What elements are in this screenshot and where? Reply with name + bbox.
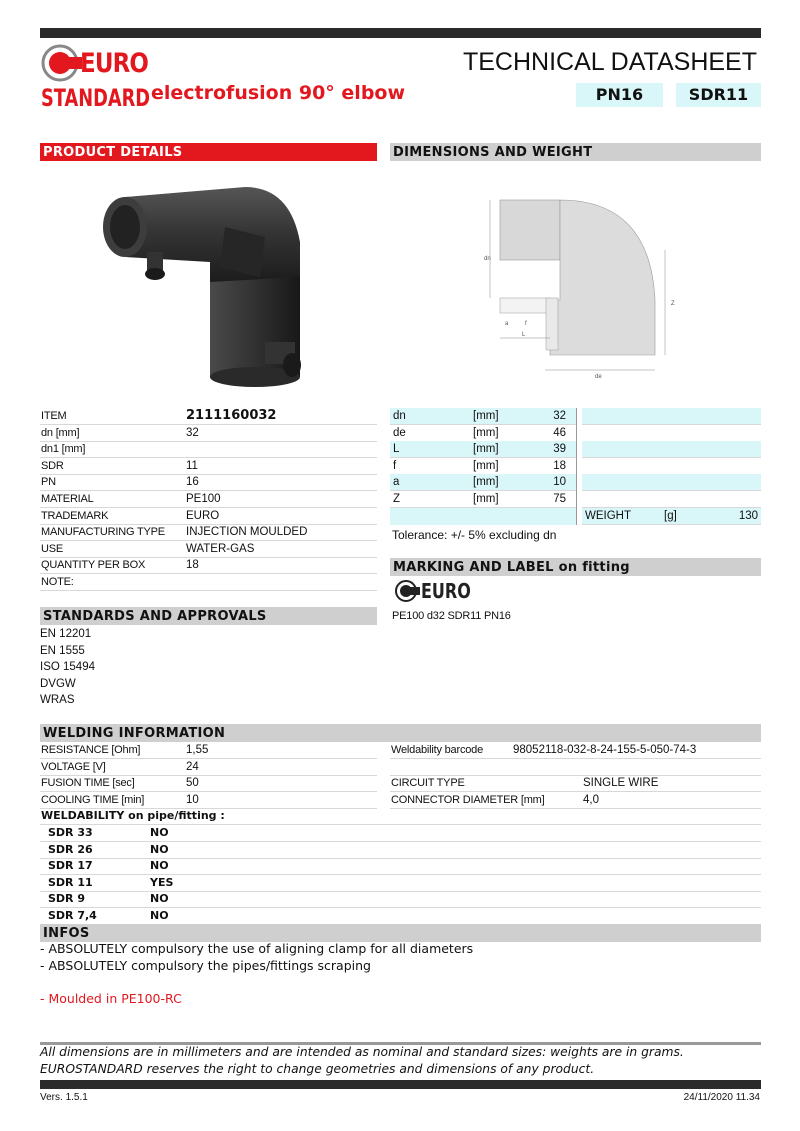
weight-row-cell bbox=[582, 508, 761, 525]
marking-logo bbox=[394, 578, 471, 604]
weight-value: 130 bbox=[738, 510, 758, 522]
product-row bbox=[40, 474, 377, 491]
standard-item: EN 1555 bbox=[40, 644, 85, 657]
weldability-sdr: SDR 26 bbox=[48, 842, 93, 856]
welding-label: VOLTAGE [V] bbox=[41, 760, 106, 773]
dimension-row bbox=[390, 474, 576, 491]
product-row bbox=[40, 541, 377, 558]
dimension-unit: [mm] bbox=[473, 410, 499, 422]
weldability-sdr: SDR 7,4 bbox=[48, 909, 97, 922]
dimension-name: Z bbox=[393, 493, 401, 505]
welding-value: 1,55 bbox=[186, 744, 209, 756]
dimension-name: L bbox=[393, 443, 400, 456]
infos-line-2: - ABSOLUTELY compulsory the pipes/fittings scraping bbox=[40, 958, 371, 973]
doc-title: TECHNICAL DATASHEET bbox=[462, 48, 757, 76]
dimension-row bbox=[390, 491, 576, 508]
weldability-value: NO bbox=[150, 842, 169, 856]
eurostandard-logo bbox=[40, 44, 151, 114]
svg-text:Z: Z bbox=[671, 301, 675, 307]
section-welding: WELDING INFORMATION bbox=[40, 724, 761, 742]
date-text: 24/11/2020 11.34 bbox=[683, 1092, 760, 1103]
infos-red-line: - Moulded in PE100-RC bbox=[40, 991, 182, 1006]
product-row bbox=[40, 425, 377, 442]
section-marking: MARKING AND LABEL on fitting bbox=[390, 558, 761, 576]
dimension-blank-cell bbox=[582, 491, 761, 508]
dimension-blank-cell bbox=[582, 425, 761, 442]
welding-right-value: 4,0 bbox=[583, 793, 599, 806]
weldability-sdr: SDR 9 bbox=[48, 892, 86, 906]
product-label: QUANTITY PER BOX bbox=[41, 559, 146, 572]
dimension-value: 10 bbox=[553, 476, 566, 489]
standard-item: WRAS bbox=[40, 694, 75, 707]
product-value: PE100 bbox=[186, 493, 221, 505]
section-infos: INFOS bbox=[40, 924, 761, 942]
dimension-row bbox=[390, 408, 576, 425]
svg-text:f: f bbox=[525, 321, 527, 327]
product-label: ITEM bbox=[41, 410, 67, 422]
product-label: SDR bbox=[41, 459, 64, 472]
version-text: Vers. 1.5.1 bbox=[40, 1092, 88, 1103]
dimension-value: 32 bbox=[553, 410, 566, 422]
product-label: TRADEMARK bbox=[41, 509, 109, 522]
weldability-value: NO bbox=[150, 909, 169, 922]
dimension-unit: [mm] bbox=[473, 443, 499, 456]
product-label: MANUFACTURING TYPE bbox=[41, 526, 165, 539]
welding-value: 24 bbox=[186, 760, 199, 773]
product-value: 2111160032 bbox=[186, 408, 277, 423]
standard-item: ISO 15494 bbox=[40, 661, 95, 674]
marking-text: PE100 d32 SDR11 PN16 bbox=[392, 610, 511, 622]
dimension-value: 18 bbox=[553, 459, 566, 472]
standard-item: EN 12201 bbox=[40, 628, 92, 640]
svg-text:L: L bbox=[522, 332, 526, 338]
product-row bbox=[40, 441, 377, 458]
dimension-value: 46 bbox=[553, 426, 566, 439]
welding-row-right bbox=[390, 775, 761, 792]
welding-right-label: CONNECTOR DIAMETER [mm] bbox=[391, 793, 545, 806]
product-value: WATER-GAS bbox=[186, 542, 255, 555]
welding-row bbox=[40, 792, 377, 809]
dimension-name: a bbox=[393, 476, 400, 489]
weight-unit: [g] bbox=[664, 510, 677, 522]
section-standards: STANDARDS AND APPROVALS bbox=[40, 607, 377, 625]
logo-top-text: EURO bbox=[80, 48, 149, 79]
top-bar bbox=[40, 28, 761, 38]
svg-text:de: de bbox=[595, 374, 602, 380]
product-value: 18 bbox=[186, 559, 199, 572]
dimension-value: 39 bbox=[553, 443, 566, 456]
product-row bbox=[40, 508, 377, 525]
product-title: electrofusion 90° elbow bbox=[151, 82, 406, 104]
dimension-unit: [mm] bbox=[473, 426, 499, 439]
welding-row bbox=[40, 759, 377, 776]
product-label: dn1 [mm] bbox=[41, 443, 86, 456]
welding-row-right bbox=[390, 742, 761, 759]
dimension-divider bbox=[576, 408, 577, 525]
weldability-value: NO bbox=[150, 826, 169, 839]
product-row bbox=[40, 524, 377, 541]
dimension-row bbox=[390, 441, 576, 458]
elbow-drawing-diagram bbox=[470, 190, 690, 385]
weight-label: WEIGHT bbox=[585, 510, 631, 522]
marking-logo-text: EURO bbox=[421, 579, 471, 603]
technical-drawing bbox=[470, 190, 690, 385]
dimension-value: 75 bbox=[553, 493, 566, 505]
disclaimer-2: EUROSTANDARD reserves the right to change geometries and dimensions of any product. bbox=[40, 1062, 595, 1076]
dimension-blank-cell bbox=[582, 458, 761, 475]
product-image bbox=[85, 182, 325, 392]
welding-right-label: CIRCUIT TYPE bbox=[391, 777, 465, 790]
welding-right-label: Weldability barcode bbox=[391, 744, 483, 756]
dimension-name: f bbox=[393, 459, 397, 472]
dimension-name: dn bbox=[393, 410, 406, 422]
weldability-row bbox=[40, 842, 761, 859]
product-label: USE bbox=[41, 542, 64, 555]
bottom-bar bbox=[40, 1080, 761, 1089]
disclaimer-1: All dimensions are in millimeters and are intended as nominal and standard sizes: weights are in grams. bbox=[40, 1045, 684, 1059]
product-value: INJECTION MOULDED bbox=[186, 526, 308, 539]
welding-right-value: 98052118-032-8-24-155-5-050-74-3 bbox=[513, 744, 697, 756]
product-label: PN bbox=[41, 476, 56, 489]
section-dimensions-weight: DIMENSIONS AND WEIGHT bbox=[390, 143, 761, 161]
product-value: 11 bbox=[186, 459, 198, 472]
dimension-blank-cell bbox=[582, 408, 761, 425]
product-label: MATERIAL bbox=[41, 493, 94, 505]
weldability-row bbox=[40, 858, 761, 875]
product-value: 16 bbox=[186, 476, 199, 489]
welding-row-right bbox=[390, 792, 761, 809]
dimension-unit: [mm] bbox=[473, 493, 499, 505]
logo-bottom-text: STANDARD bbox=[41, 84, 151, 112]
dimension-blank-cell bbox=[582, 441, 761, 458]
product-row bbox=[40, 458, 377, 475]
weldability-sdr: SDR 33 bbox=[48, 826, 93, 839]
dimension-blank-cell bbox=[582, 474, 761, 491]
dimension-row bbox=[390, 458, 576, 475]
welding-right-value: SINGLE WIRE bbox=[583, 777, 659, 790]
weldability-value: YES bbox=[150, 875, 174, 889]
weldability-value: NO bbox=[150, 892, 169, 906]
product-row bbox=[40, 491, 377, 508]
weight-row bbox=[390, 508, 576, 525]
welding-label: FUSION TIME [sec] bbox=[41, 777, 135, 790]
infos-line-1: - ABSOLUTELY compulsory the use of aligning clamp for all diameters bbox=[40, 941, 474, 956]
badge-sdr: SDR11 bbox=[676, 83, 761, 107]
product-row bbox=[40, 408, 377, 425]
tolerance-text: Tolerance: +/- 5% excluding dn bbox=[392, 528, 557, 542]
dimension-unit: [mm] bbox=[473, 476, 499, 489]
svg-text:dn: dn bbox=[484, 256, 491, 262]
svg-text:a: a bbox=[505, 321, 509, 327]
product-row bbox=[40, 574, 377, 591]
weldability-sdr: SDR 17 bbox=[48, 859, 93, 873]
welding-value: 10 bbox=[186, 793, 199, 806]
weldability-title: WELDABILITY on pipe/fitting : bbox=[41, 809, 225, 822]
welding-label: RESISTANCE [Ohm] bbox=[41, 744, 141, 756]
welding-row-right bbox=[390, 759, 761, 776]
elbow-fitting-image bbox=[85, 182, 325, 392]
weldability-value: NO bbox=[150, 859, 169, 873]
welding-value: 50 bbox=[186, 777, 199, 790]
dimension-name: de bbox=[393, 426, 406, 439]
welding-row bbox=[40, 742, 377, 759]
product-label: dn [mm] bbox=[41, 426, 80, 439]
dimension-unit: [mm] bbox=[473, 459, 499, 472]
weldability-row bbox=[40, 891, 761, 908]
section-product-details: PRODUCT DETAILS bbox=[40, 143, 377, 161]
dimension-row bbox=[390, 425, 576, 442]
weldability-sdr: SDR 11 bbox=[48, 875, 93, 889]
welding-row bbox=[40, 775, 377, 792]
weldability-row bbox=[40, 825, 761, 842]
product-value: EURO bbox=[186, 509, 220, 522]
product-row bbox=[40, 557, 377, 574]
badge-pn: PN16 bbox=[576, 83, 663, 107]
welding-label: COOLING TIME [min] bbox=[41, 793, 145, 806]
weldability-row bbox=[40, 875, 761, 892]
weldability-title-row bbox=[40, 808, 761, 825]
weldability-row bbox=[40, 908, 761, 925]
product-value: 32 bbox=[186, 426, 199, 439]
product-label: NOTE: bbox=[41, 576, 74, 588]
standard-item: DVGW bbox=[40, 677, 76, 690]
